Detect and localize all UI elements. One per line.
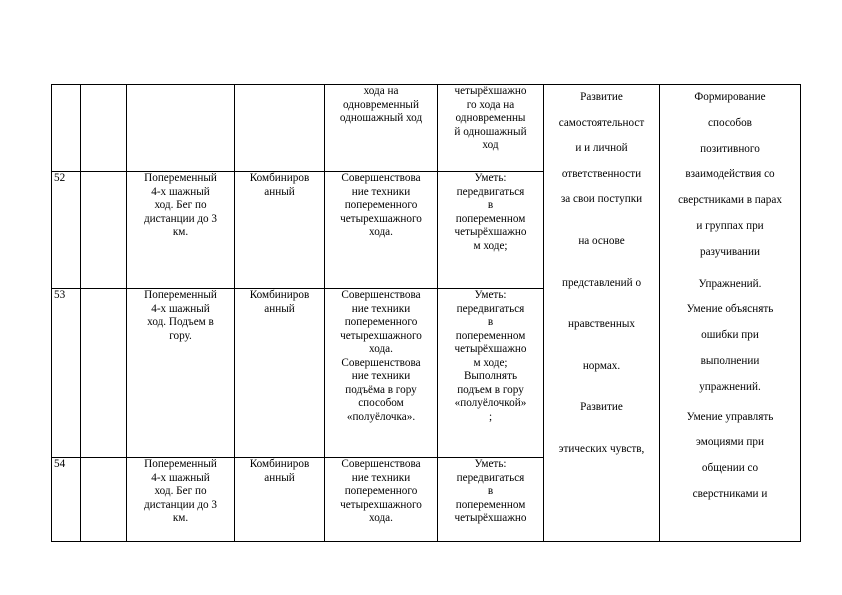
text-line: го хода на — [466, 98, 515, 111]
text-line: Комбиниров — [249, 172, 310, 184]
lesson-content — [325, 85, 438, 172]
text-line: ходa на — [363, 85, 399, 97]
text-line: дистанции до 3 — [143, 212, 218, 225]
text-line: передвигаться — [456, 185, 525, 198]
text-line: ; — [488, 410, 493, 423]
text-line: й одношажный — [454, 125, 527, 138]
lesson-content — [325, 458, 438, 542]
text-line: Совершенствова — [341, 172, 421, 184]
text-line: Развитие — [580, 91, 623, 103]
text-line: четырехшажного — [340, 329, 422, 342]
text-line: Развитие — [580, 401, 623, 414]
text-line: и группах при — [696, 219, 764, 232]
text-line: анный — [264, 185, 295, 198]
text-line: 4-х шажный — [151, 185, 210, 198]
empty-cell — [81, 289, 127, 458]
table-row — [52, 85, 801, 172]
text-line: хода. — [369, 226, 393, 238]
text-line: в — [487, 199, 494, 211]
text-line: ние техники — [351, 471, 411, 484]
text-line: за свои поступки — [560, 193, 643, 206]
text-line: гору. — [169, 329, 192, 342]
text-line: дистанции до 3 — [143, 498, 218, 511]
text-line: четырёхшажно — [454, 85, 527, 97]
text-line: и и личной — [575, 142, 628, 155]
text-line: способов — [708, 116, 752, 129]
text-line: Умение управлять — [686, 410, 774, 423]
text-line: ход — [482, 139, 499, 151]
row-number: 53 — [52, 289, 81, 458]
text-line: ние техники — [351, 185, 411, 198]
lesson-plan-table — [51, 84, 801, 542]
text-line: анный — [264, 302, 295, 315]
lesson-type — [235, 85, 325, 172]
row-number: 54 — [52, 458, 81, 542]
text-line: Уметь: — [474, 458, 507, 470]
text-line: передвигаться — [456, 302, 525, 315]
text-line: ответственности — [561, 167, 642, 180]
text-line: попеременном — [455, 329, 526, 342]
text-line: анный — [264, 471, 295, 484]
text-line: Совершенствова — [341, 458, 421, 470]
text-line: Выполнять — [463, 370, 518, 382]
text-line: Уметь: — [474, 289, 507, 301]
text-line: четырёхшажно — [454, 226, 527, 238]
text-line: четырёхшажно — [454, 512, 527, 524]
text-line: попеременного — [344, 199, 418, 211]
empty-cell — [81, 85, 127, 172]
text-line: четырехшажного — [340, 498, 422, 511]
subject-skills — [438, 458, 544, 542]
text-line: Упражнений. — [698, 277, 762, 290]
meta-results — [660, 85, 801, 542]
text-line: попеременного — [344, 485, 418, 497]
lesson-topic — [127, 172, 235, 289]
text-line: одновременный — [343, 98, 419, 111]
text-line: 4-х шажный — [151, 302, 210, 315]
text-line: Попеременный — [144, 289, 217, 301]
text-line: сверстниками и — [692, 487, 768, 500]
text-line: четырехшажного — [340, 212, 422, 225]
lesson-topic — [127, 85, 235, 172]
text-line: представлений о — [561, 276, 642, 289]
subject-skills — [438, 172, 544, 289]
text-line: сверстниками в парах — [678, 194, 782, 207]
text-line: попеременном — [455, 212, 526, 225]
text-line: ход. Бег по — [154, 199, 207, 211]
text-line: способом — [358, 397, 404, 409]
row-number: 52 — [52, 172, 81, 289]
text-line: Совершенствова — [341, 289, 421, 301]
text-line: выполнении — [700, 354, 760, 367]
lesson-topic — [127, 458, 235, 542]
text-line: Формирование — [694, 91, 766, 103]
text-line: нравственных — [568, 318, 635, 331]
text-line: Уметь: — [474, 172, 507, 184]
text-line: нормах. — [582, 359, 621, 372]
text-line: км. — [172, 226, 189, 238]
text-line: км. — [172, 512, 189, 524]
text-line: ход. Подъем в — [147, 316, 214, 328]
text-line: м ходе; — [473, 239, 508, 252]
text-line: этических чувств, — [558, 442, 645, 455]
text-line: эмоциями при — [696, 436, 764, 449]
text-line: разучивании — [699, 245, 760, 258]
text-line: подъёма в гору — [345, 383, 417, 396]
text-line: Совершенствова — [341, 356, 421, 369]
text-line: «полуёлочкой» — [454, 397, 527, 409]
lesson-type — [235, 458, 325, 542]
subject-skills — [438, 85, 544, 172]
text-line: самостоятельност — [558, 116, 645, 129]
text-line: ход. Бег по — [154, 485, 207, 497]
text-line: Умение объяснять — [686, 303, 774, 316]
text-line: 4-х шажный — [151, 471, 210, 484]
personal-results — [544, 85, 660, 542]
text-line: попеременного — [344, 316, 418, 328]
text-line: «полуёлочка». — [346, 410, 416, 423]
row-number — [52, 85, 81, 172]
lesson-topic — [127, 289, 235, 458]
subject-skills — [438, 289, 544, 458]
text-line: одношажный ход — [339, 112, 423, 124]
lesson-type — [235, 172, 325, 289]
text-line: попеременном — [455, 498, 526, 511]
text-line: позитивного — [700, 142, 760, 155]
text-line: в — [487, 316, 494, 328]
lesson-type — [235, 289, 325, 458]
text-line: четырёхшажно — [454, 343, 527, 355]
text-line: передвигаться — [456, 471, 525, 484]
text-line: общении со — [701, 462, 759, 475]
text-line: Попеременный — [144, 172, 217, 184]
empty-cell — [81, 458, 127, 542]
empty-cell — [81, 172, 127, 289]
text-line: взаимодействия со — [685, 168, 775, 181]
text-line: ние техники — [351, 302, 411, 315]
text-line: Комбиниров — [249, 289, 310, 301]
text-line: одновременны — [455, 112, 526, 124]
text-line: хода. — [369, 512, 393, 524]
text-line: на основе — [578, 234, 625, 247]
text-line: ошибки при — [701, 329, 759, 342]
text-line: хода. — [369, 343, 393, 355]
text-line: Попеременный — [144, 458, 217, 470]
text-line: подъем в гору — [457, 383, 524, 396]
text-line: упражнений. — [699, 380, 761, 393]
text-line: ние техники — [351, 370, 411, 382]
text-line: м ходе; — [473, 356, 508, 369]
lesson-content — [325, 289, 438, 458]
text-line: Комбиниров — [249, 458, 310, 470]
text-line: в — [487, 485, 494, 497]
lesson-content — [325, 172, 438, 289]
